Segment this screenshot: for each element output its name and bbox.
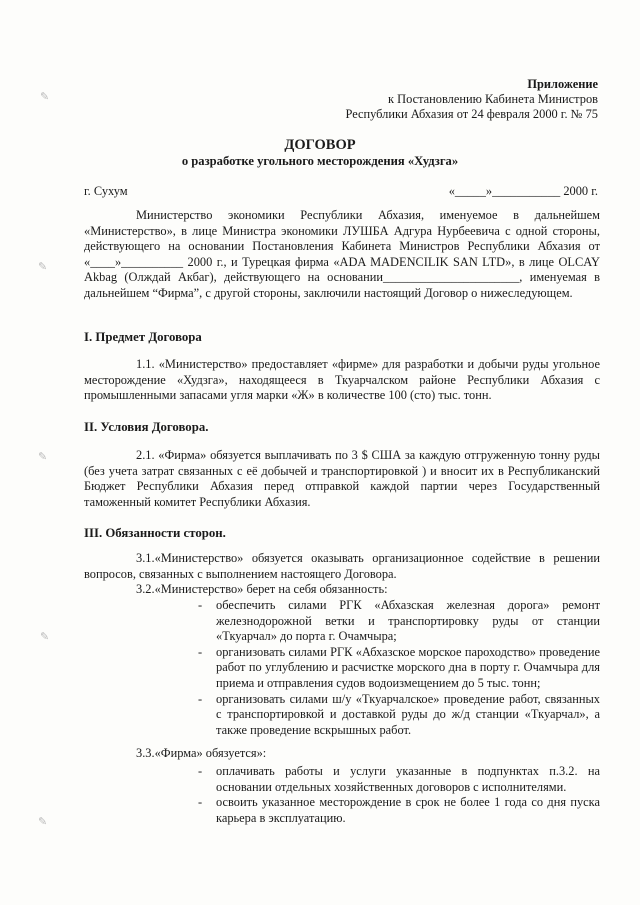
scan-artifact-icon: ✎ (38, 815, 48, 828)
intro-text: Министерство экономики Республики Абхазия, именуемое в дальнейшем «Министерство», в лице Министра экономики ЛУШБА Адгура Нурбеевича с одной стороны, действующего на основании Постановления Кабинета Министров Республики Абхазия от «____»__________ 2000 г., и Турецкая фирма «ADA MADENCILIK SAN LTD», в лице OLCAY Akbag (Олждай Акбаг), действующего на основании______________________, именуемая в дальнейшем “Фирма”, с другой стороны, заключили настоящий Договор о нижеследующем. (84, 208, 600, 300)
section-3-1-text: 3.1.«Министерство» обязуется оказывать организационное содействие в решении вопросов, связанных с выполнением настоящего Договора. (84, 551, 600, 581)
list-item: - обеспечить силами РГК «Абхазская железная дорога» ремонт железнодорожной ветки и транспортировку руды от станции «Ткуарчал» до порта г. Очамчыра; (198, 598, 600, 644)
contract-date: «_____»___________ 2000 г. (448, 184, 598, 198)
scan-artifact-icon: ✎ (38, 260, 48, 273)
document-title: ДОГОВОР (284, 137, 356, 153)
section-3-heading: III. Обязанности сторон. (84, 526, 226, 540)
dash-bullet: - (198, 691, 203, 706)
section-1-heading: I. Предмет Договора (84, 330, 202, 344)
section-3-2-text: 3.2.«Министерство» берет на себя обязанность: (136, 582, 388, 596)
section-3-paragraph-1 (84, 551, 600, 582)
appendix-label: Приложение (527, 77, 598, 91)
scan-artifact-icon: ✎ (40, 630, 50, 643)
dash-bullet: - (198, 598, 203, 612)
list-item: - организовать силами РГК «Абхазское морское пароходство» проведение работ по углублению и расчистке морского дна в порту г. Очамчыра для приема и отправления судов водоизмещением до 5 тыс. тонн; (198, 644, 600, 690)
list-item: - организовать силами ш/у «Ткуарчалское» проведение работ, связанных с транспортировкой и доставкой руды до ж/д станции «Ткуарчал», а также проведение вскрышных работ. (198, 691, 600, 737)
dash-bullet: - (198, 795, 203, 810)
section-3-3-list (198, 764, 600, 826)
section-2-paragraph (84, 448, 600, 510)
scan-artifact-icon: ✎ (38, 450, 48, 463)
appendix-line-2: Республики Абхазия от 24 февраля 2000 г. № 75 (345, 107, 598, 122)
appendix-line-1: к Постановлению Кабинета Министров (388, 92, 598, 107)
list-item: - освоить указанное месторождение в срок не более 1 года со дня пуска карьера в эксплуатацию. (198, 795, 600, 825)
scan-artifact-icon: ✎ (40, 90, 50, 103)
section-3-3-text: 3.3.«Фирма» обязуется»: (136, 746, 267, 760)
section-3-paragraph-3 (84, 746, 600, 762)
list-item: - оплачивать работы и услуги указанные в подпунктах п.3.2. на основании отдельных хозяйственных договоров с исполнителями. (198, 764, 600, 794)
intro-paragraph (84, 208, 600, 302)
document-subtitle: о разработке угольного месторождения «Худзга» (181, 154, 459, 168)
section-3-paragraph-2 (84, 582, 600, 598)
dash-bullet: - (198, 764, 203, 778)
appendix-block (345, 77, 598, 123)
section-1-text: 1.1. «Министерство» предоставляет «фирме» для разработки и добычи руды угольное месторождение «Худзга», находящееся в Ткуарчалском районе Республики Абхазия с промышленными запасами угля марки «Ж» в количестве 100 (сто) тыс. тонн. (84, 357, 600, 403)
section-2-heading: II. Условия Договора. (84, 420, 209, 434)
city: г. Сухум (84, 184, 128, 198)
section-3-2-list (198, 598, 600, 738)
place-date-row (84, 184, 598, 199)
section-2-text: 2.1. «Фирма» обязуется выплачивать по 3 $ США за каждую отгруженную тонну руды (без учета затрат связанных с её добычей и транспортировкой ) и вносит их в Республиканский Бюджет Республики Абхазия перед отправкой каждой партии через Государственный таможенный комитет Республики Абхазия. (84, 448, 600, 509)
dash-bullet: - (198, 644, 203, 659)
section-1-paragraph (84, 357, 600, 404)
